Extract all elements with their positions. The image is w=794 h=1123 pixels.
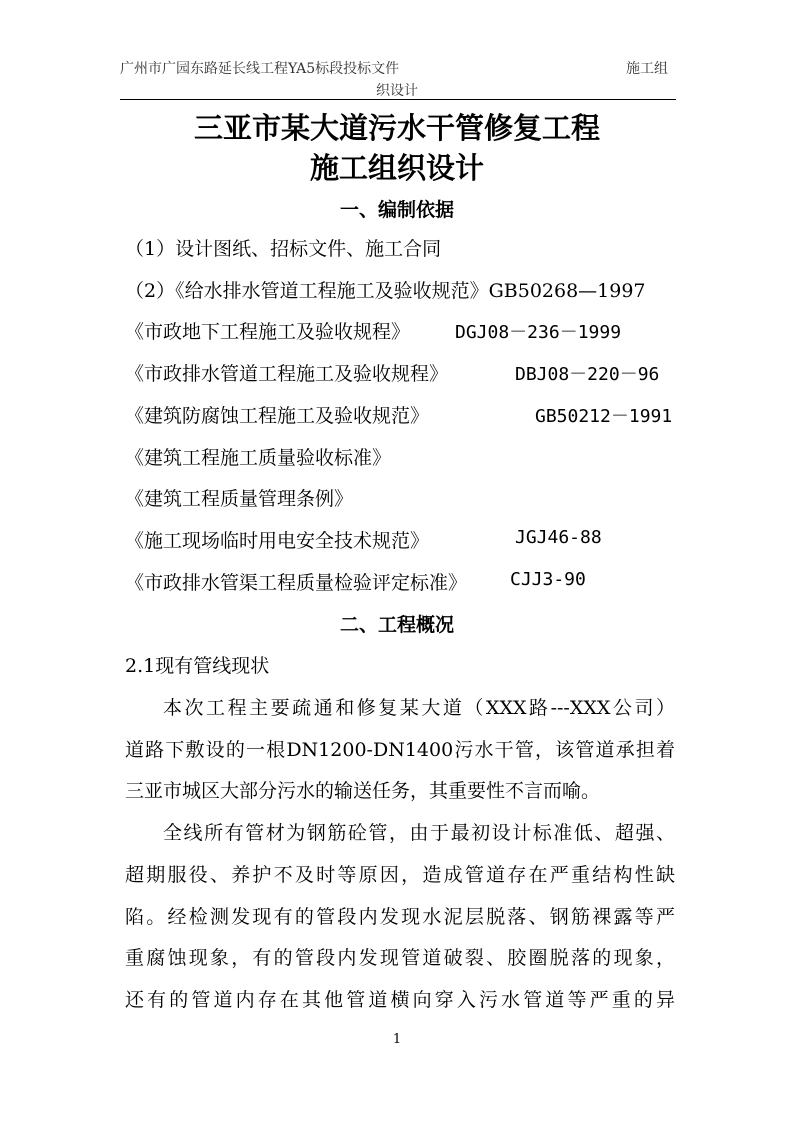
reference-item: （1）设计图纸、招标文件、施工合同 <box>125 238 442 260</box>
document-subtitle: 施工组织设计 <box>309 151 484 185</box>
paragraph-line: 陷。经检测发现有的管段内发现水泥层脱落、钢筋裸露等严 <box>125 905 675 928</box>
paragraph-line: 道路下敷设的一根DN1200-DN1400污水干管，该管道承担着 <box>125 738 675 761</box>
reference-code: GB50212－1991 <box>535 405 673 427</box>
reference-code: JGJ46-88 <box>515 526 602 548</box>
paragraph-line: 还有的管道内存在其他管道横向穿入污水管道等严重的异 <box>125 988 675 1011</box>
header-right: 施工组 <box>626 61 668 77</box>
header-continued: 织设计 <box>376 83 418 99</box>
reference-item: 《市政地下工程施工及验收规程》 <box>125 321 411 344</box>
document-title: 三亚市某大道污水干管修复工程 <box>193 111 600 145</box>
section-heading: 二、工程概况 <box>339 614 454 636</box>
paragraph-line: 三亚市城区大部分污水的输送任务，其重要性不言而喻。 <box>125 780 601 803</box>
reference-code: DGJ08－236－1999 <box>455 322 622 344</box>
header-left: 广州市广园东路延长线工程YA5标段投标文件 <box>120 61 400 77</box>
reference-item: （2）《给水排水管道工程施工及验收规范》GB50268—1997 <box>125 279 646 302</box>
reference-item: 《建筑工程质量管理条例》 <box>125 488 354 511</box>
paragraph-line: 重腐蚀现象，有的管段内发现管道破裂、胶圈脱落的现象， <box>125 947 675 970</box>
reference-item: 《施工现场临时用电安全技术规范》 <box>125 529 430 552</box>
reference-item: 《市政排水管道工程施工及验收规程》 <box>125 363 449 386</box>
page-number: 1 <box>392 1032 402 1047</box>
reference-item: 《市政排水管渠工程质量检验评定标准》 <box>125 571 468 594</box>
header-rule <box>120 99 676 100</box>
reference-item: 《建筑工程施工质量验收标准》 <box>125 446 392 469</box>
section-heading: 一、编制依据 <box>339 199 454 221</box>
paragraph-line: 本次工程主要疏通和修复某大道（XXX路---XXX公司） <box>163 697 675 719</box>
paragraph-line: 全线所有管材为钢筋砼管，由于最初设计标准低、超强、 <box>163 822 675 845</box>
paragraph-line: 超期服役、养护不及时等原因，造成管道存在严重结构性缺 <box>125 863 675 886</box>
subsection-heading: 2.1现有管线现状 <box>125 655 270 677</box>
reference-code: CJJ3-90 <box>510 568 586 590</box>
reference-item: 《建筑防腐蚀工程施工及验收规范》 <box>125 404 430 427</box>
reference-code: DBJ08－220－96 <box>515 364 660 386</box>
